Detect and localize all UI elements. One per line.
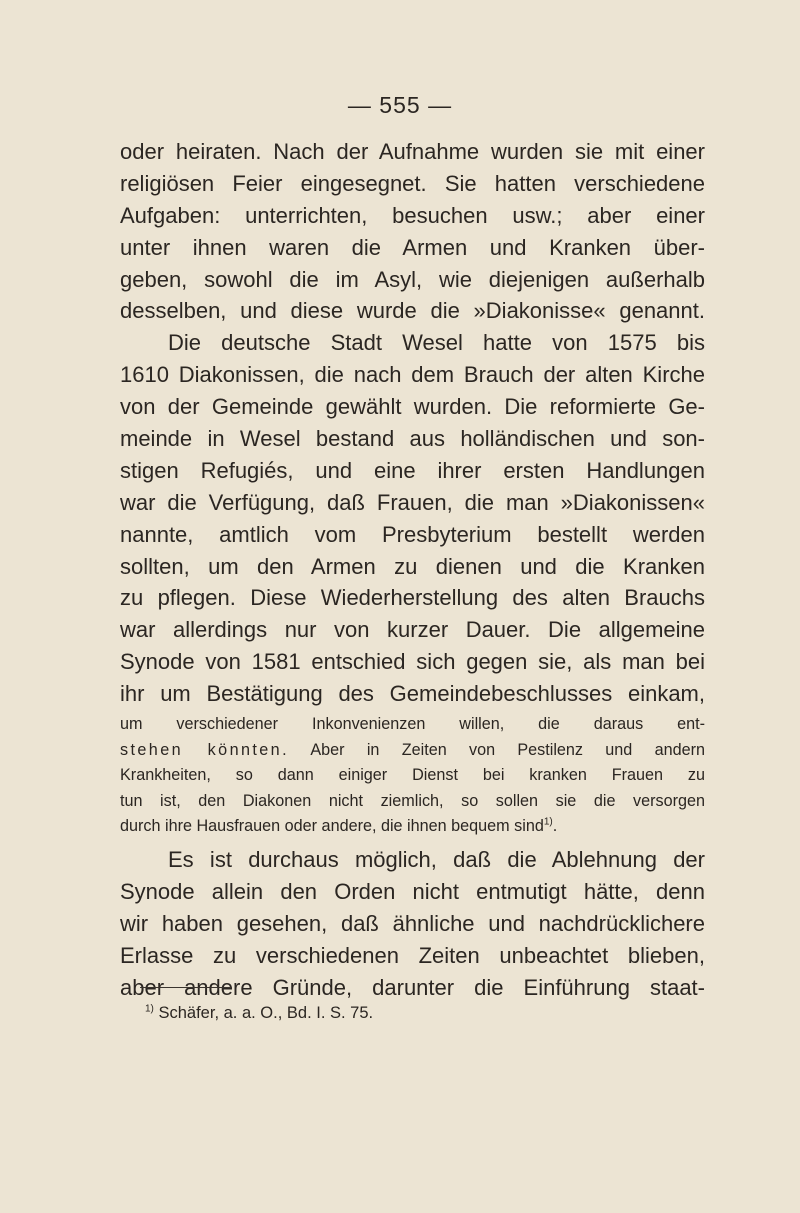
paragraph-2	[120, 327, 705, 710]
quote-line: durch ihre Hausfrauen oder andere, die ihnen bequem sind$^{1)}$.	[120, 817, 558, 836]
text-line: ihr um Bestätigung des Gemeindebeschlusses einkam,	[120, 681, 705, 707]
text-line: war allerdings nur von kurzer Dauer. Die allgemeine	[120, 617, 705, 643]
text-line: Synode allein den Orden nicht entmutigt hätte, denn	[120, 878, 705, 904]
text-line: zu pflegen. Diese Wiederherstellung des alten Brauchs	[120, 585, 705, 611]
text-line: religiösen Feier eingesegnet. Sie hatten verschiedene	[120, 170, 705, 196]
text-line: Synode von 1581 entschied sich gegen sie, als man bei	[120, 649, 705, 675]
quote-line: um verschiedener Inkonvenienzen willen, die daraus ent-	[120, 715, 705, 734]
text-line: Erlasse zu verschiedenen Zeiten unbeachtet blieben,	[120, 942, 705, 968]
text-line: meinde in Wesel bestand aus holländischen und son-	[120, 426, 705, 452]
text-line: unter ihnen waren die Armen und Kranken über-	[120, 234, 705, 260]
quote-line-text: durch ihre Hausfrauen oder andere, die ihnen bequem sind	[120, 817, 544, 836]
text-line: stigen Refugiés, und eine ihrer ersten Handlungen	[120, 457, 705, 483]
text-line: von der Gemeinde gewählt wurden. Die reformierte Ge-	[120, 394, 705, 420]
text-line: 1610 Diakonissen, die nach dem Brauch der alten Kirche	[120, 362, 705, 388]
text-line: Die deutsche Stadt Wesel hatte von 1575 bis	[168, 330, 705, 356]
text-line: wir haben gesehen, daß ähnliche und nachdrücklichere	[120, 910, 705, 936]
emphasized-text: stehen könnten.	[120, 740, 289, 759]
text-line: Es ist durchaus möglich, daß die Ablehnung der	[168, 847, 705, 872]
quoted-passage	[120, 712, 705, 840]
footnote-text: Schäfer, a. a. O., Bd. I. S. 75.	[153, 1004, 374, 1022]
quote-line	[120, 738, 705, 764]
footnote-marker: 1)	[145, 1003, 154, 1015]
footnote-reference[interactable]: 1)	[543, 817, 553, 829]
body-text	[120, 136, 705, 1003]
text-line: nannte, amtlich vom Presbyterium bestellt werden	[120, 521, 705, 547]
page-number: — 555 —	[347, 92, 453, 118]
quote-line-rest: Aber in Zeiten von Pestilenz und andern	[288, 740, 705, 759]
text-line: war die Verfügung, daß Frauen, die man »Diakonissen«	[120, 489, 705, 515]
text-line: geben, sowohl die im Asyl, wie diejenigen außerhalb	[120, 266, 705, 292]
quote-line: Krankheiten, so dann einiger Dienst bei kranken Frauen zu	[120, 766, 705, 785]
text-line: aber andere Gründe, darunter die Einführung staat-	[120, 974, 705, 1000]
quote-line: tun ist, den Diakonen nicht ziemlich, so sollen sie die versorgen	[120, 791, 705, 810]
text-line: oder heiraten. Nach der Aufnahme wurden sie mit einer	[120, 139, 705, 164]
footnote-divider	[140, 987, 232, 988]
footnote	[145, 1001, 373, 1025]
text-line: Aufgaben: unterrichten, besuchen usw.; aber einer	[120, 202, 705, 228]
text-line: sollten, um den Armen zu dienen und die Kranken	[120, 553, 705, 579]
text-line: desselben, und diese wurde die »Diakonisse« genannt.	[120, 298, 705, 324]
paragraph-3	[120, 844, 705, 1003]
paragraph-1	[120, 136, 705, 327]
